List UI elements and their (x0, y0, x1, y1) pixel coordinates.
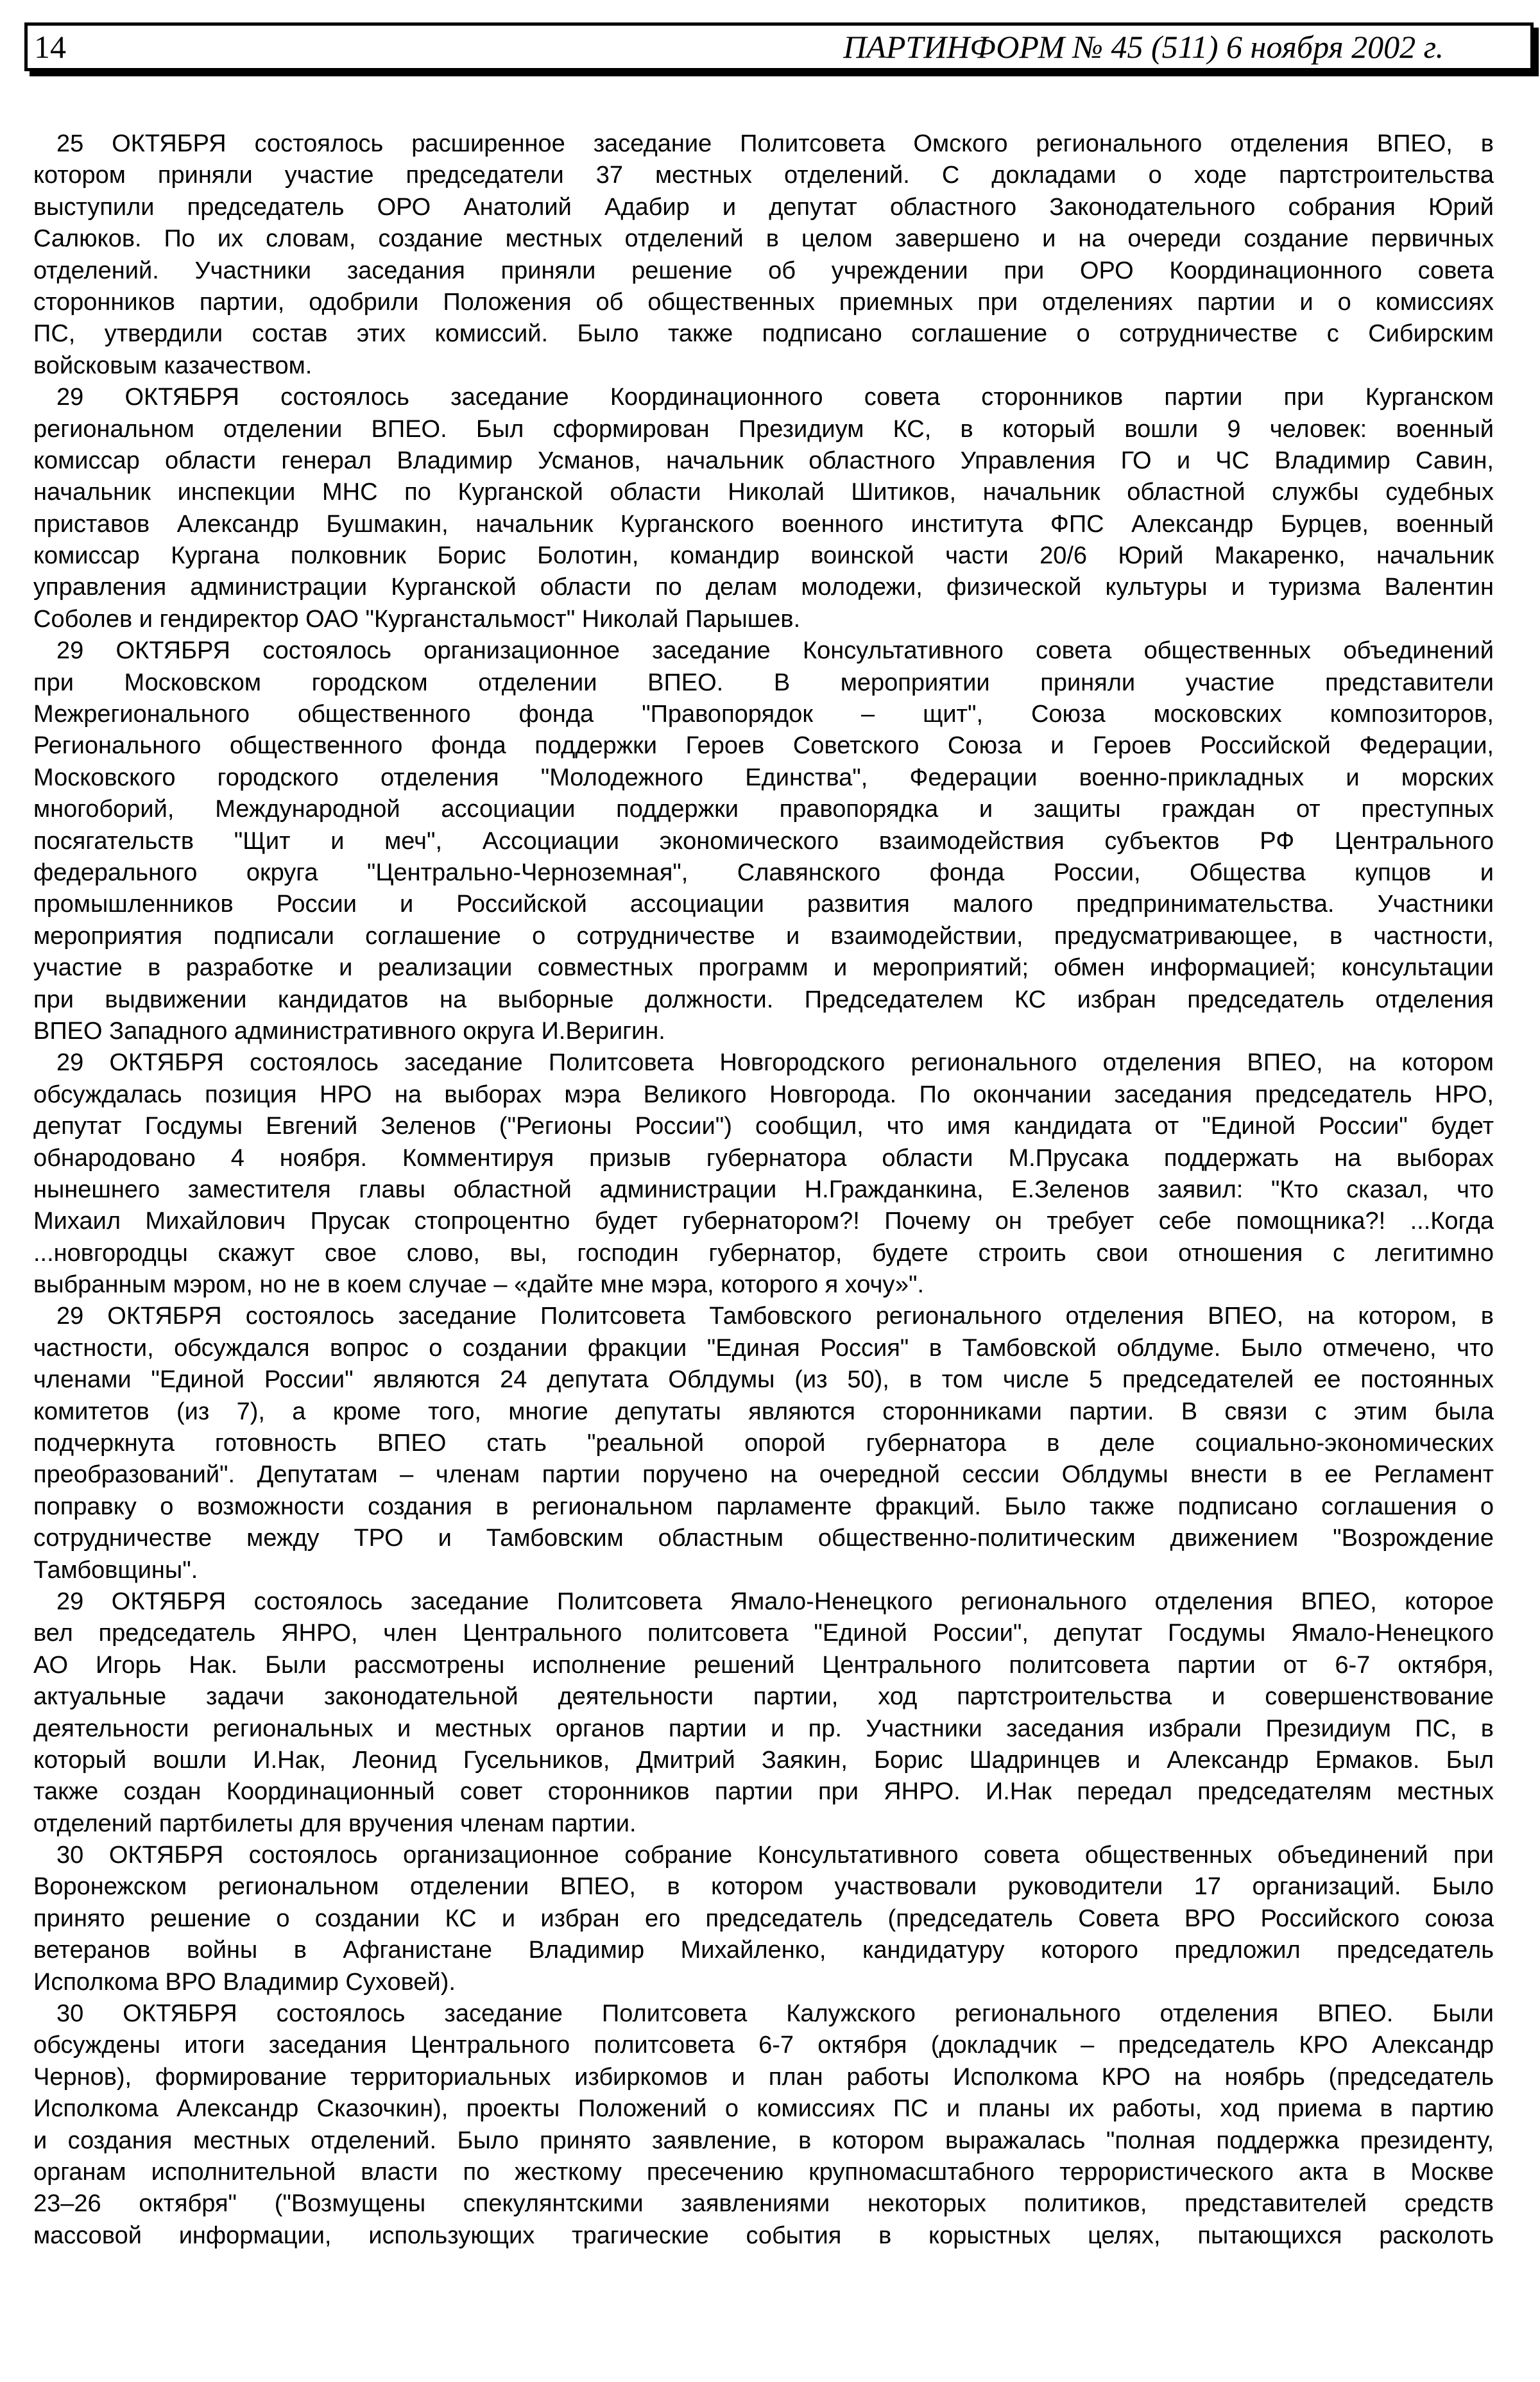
text-line: комиссар области генерал Владимир Усманов, начальник областного Управления ГО и ЧС Владимир Савин, (33, 447, 1494, 474)
text-line: ветеранов войны в Афганистане Владимир Михайленко, кандидатуру которого предложил председатель (33, 1937, 1494, 1964)
text-line: управления администрации Курганской области по делам молодежи, физической культуры и туризма Валентин (33, 574, 1494, 601)
text-line: массовой информации, использующих трагические события в корыстных целях, пытающихся расколоть (33, 2222, 1494, 2249)
text-line: при выдвижении кандидатов на выборные должности. Председателем КС избран председатель отделения (33, 986, 1494, 1013)
news-paragraph (33, 1047, 1494, 1301)
text-line: обсуждалась позиция НРО на выборах мэра Великого Новгорода. По окончании заседания председатель НРО, (33, 1081, 1494, 1108)
text-line: котором приняли участие председатели 37 местных отделений. С докладами о ходе партстроительства (33, 162, 1494, 189)
text-line: войсковым казачеством. (33, 352, 312, 379)
text-line: поправку о возможности создания в региональном парламенте фракций. Было также подписано соглашения о (33, 1493, 1494, 1520)
text-line: актуальные задачи законодательной деятельности партии, ход партстроительства и совершенствование (33, 1683, 1494, 1711)
text-line: принято решение о создании КС и избран его председатель (председатель Совета ВРО Российского союза (33, 1905, 1494, 1932)
text-line: комитетов (из 7), а кроме того, многие депутаты являются сторонниками партии. В связи с этим была (33, 1398, 1494, 1425)
text-line: и создания местных отделений. Было принято заявление, в котором выражалась "полная поддержка президенту, (33, 2127, 1494, 2154)
page-header (24, 22, 1534, 71)
text-line: Исполкома ВРО Владимир Суховей). (33, 1968, 456, 1996)
page-number: 14 (34, 29, 66, 65)
news-paragraph (33, 382, 1494, 635)
text-line: 30 ОКТЯБРЯ состоялось заседание Политсовета Калужского регионального отделения ВПЕО. Были (56, 2000, 1494, 2028)
text-line: Регионального общественного фонда поддержки Героев Советского Союза и Героев Российской Федерации, (33, 732, 1494, 760)
text-line: сотрудничестве между ТРО и Тамбовским областным общественно-политическим движением "Возрождение (33, 1525, 1494, 1552)
text-line: 29 ОКТЯБРЯ состоялось заседание Политсовета Ямало-Ненецкого регионального отделения ВПЕО, которое (56, 1588, 1494, 1615)
text-line: посягательств "Щит и меч", Ассоциации экономического взаимодействия субъектов РФ Центрального (33, 827, 1494, 855)
text-line: ...новгородцы скажут свое слово, вы, господин губернатор, будете строить свои отношения с легитимно (33, 1239, 1494, 1267)
text-line: приставов Александр Бушмакин, начальник Курганского военного института ФПС Александр Бурцев, военный (33, 510, 1494, 538)
text-line: Московского городского отделения "Молодежного Единства", Федерации военно-прикладных и морских (33, 764, 1494, 791)
news-paragraph (33, 1586, 1494, 1840)
text-line: вел председатель ЯНРО, член Центрального политсовета "Единой России", депутат Госдумы Ямало-Ненецкого (33, 1620, 1494, 1647)
news-paragraph (33, 1301, 1494, 1586)
text-line: 29 ОКТЯБРЯ состоялось заседание Координационного совета сторонников партии при Курганском (56, 384, 1494, 411)
text-line: выбранным мэром, но не в коем случае – «дайте мне мэра, которого я хочу»". (33, 1271, 925, 1299)
news-paragraph (33, 635, 1494, 1047)
text-line: обсуждены итоги заседания Центрального политсовета 6-7 октября (докладчик – председатель КРО Александр (33, 2032, 1494, 2059)
text-line: отделений партбилеты для вручения членам партии. (33, 1810, 637, 1837)
text-line: начальник инспекции МНС по Курганской области Николай Шитиков, начальник областной службы судебных (33, 479, 1494, 506)
text-line: 29 ОКТЯБРЯ состоялось заседание Политсовета Тамбовского регионального отделения ВПЕО, на котором, в (56, 1303, 1494, 1330)
text-line: Тамбовщины". (33, 1556, 198, 1584)
text-line: Межрегионального общественного фонда "Правопорядок – щит", Союза московских композиторов, (33, 701, 1494, 728)
text-line: Исполкома Александр Сказочкин), проекты Положений о комиссиях ПС и планы их работы, ход приема в партию (33, 2095, 1494, 2123)
text-line: 23–26 октября" ("Возмущены спекулянтскими заявлениями некоторых политиков, представителей средств (33, 2190, 1494, 2218)
text-line: Воронежском региональном отделении ВПЕО, в котором участвовали руководители 17 организаций. Было (33, 1873, 1494, 1901)
text-line: также создан Координационный совет сторонников партии при ЯНРО. И.Нак передал председателям местных (33, 1778, 1494, 1806)
text-line: комиссар Кургана полковник Борис Болотин, командир воинской части 20/6 Юрий Макаренко, начальник (33, 542, 1494, 570)
text-line: при Московском городском отделении ВПЕО. В мероприятии приняли участие представители (33, 669, 1494, 696)
text-line: многоборий, Международной ассоциации поддержки правопорядка и защиты граждан от преступных (33, 796, 1494, 823)
news-paragraph (33, 1840, 1494, 1998)
text-line: мероприятия подписали соглашение о сотрудничестве и взаимодействии, предусматривающее, в частности, (33, 922, 1494, 950)
text-line: подчеркнута готовность ВПЕО стать "реальной опорой губернатора в деле социально-экономических (33, 1430, 1494, 1457)
text-line: ПС, утвердили состав этих комиссий. Было также подписано соглашение о сотрудничестве с Сибирским (33, 320, 1494, 348)
news-paragraph (33, 128, 1494, 382)
text-line: 29 ОКТЯБРЯ состоялось заседание Политсовета Новгородского регионального отделения ВПЕО, на котором (56, 1049, 1494, 1077)
text-line: депутат Госдумы Евгений Зеленов ("Регионы России") сообщил, что имя кандидата от "Единой России" будет (33, 1113, 1494, 1140)
text-line: отделений. Участники заседания приняли решение об учреждении при ОРО Координационного совета (33, 257, 1494, 284)
text-line: деятельности региональных и местных органов партии и пр. Участники заседания избрали Президиум ПС, в (33, 1715, 1494, 1742)
text-line: 25 ОКТЯБРЯ состоялось расширенное заседание Политсовета Омского регионального отделения ВПЕО, в (56, 130, 1494, 157)
text-line: выступили председатель ОРО Анатолий Адабир и депутат областного Законодательного собрания Юрий (33, 193, 1494, 221)
text-line: частности, обсуждался вопрос о создании фракции "Единая Россия" в Тамбовской облдуме. Было отмечено, что (33, 1334, 1494, 1362)
article-body (33, 128, 1494, 2252)
text-line: преобразований". Депутатам – членам партии поручено на очередной сессии Облдумы внести в ее Регламент (33, 1461, 1494, 1489)
text-line: участие в разработке и реализации совместных программ и мероприятий; обмен информацией; консультации (33, 954, 1494, 982)
text-line: который вошли И.Нак, Леонид Гусельников, Дмитрий Заякин, Борис Шадринцев и Александр Ермаков. Был (33, 1746, 1494, 1774)
text-line: 29 ОКТЯБРЯ состоялось организационное заседание Консультативного совета общественных объединений (56, 637, 1494, 665)
text-line: региональном отделении ВПЕО. Был сформирован Президиум КС, в который вошли 9 человек: военный (33, 415, 1494, 443)
text-line: обнародовано 4 ноября. Комментируя призыв губернатора области М.Прусака поддержать на выборах (33, 1144, 1494, 1172)
text-line: нынешнего заместителя главы областной администрации Н.Гражданкина, Е.Зеленов заявил: "Кто сказал, что (33, 1176, 1494, 1203)
text-line: Салюков. По их словам, создание местных отделений в целом завершено и на очереди создание первичных (33, 225, 1494, 253)
text-line: членами "Единой России" являются 24 депутата Облдумы (из 50), в том числе 5 председателей ее постоянных (33, 1366, 1494, 1394)
text-line: АО Игорь Нак. Были рассмотрены исполнение решений Центрального политсовета партии от 6-7 октября, (33, 1651, 1494, 1679)
text-line: промышленников России и Российской ассоциации развития малого предпринимательства. Участники (33, 891, 1494, 918)
issue-title: ПАРТИНФОРМ № 45 (511) 6 ноября 2002 г. (843, 29, 1444, 65)
news-paragraph (33, 1998, 1494, 2252)
text-line: Чернов), формирование территориальных избиркомов и план работы Исполкома КРО на ноябрь (председатель (33, 2063, 1494, 2091)
text-line: ВПЕО Западного административного округа И.Веригин. (33, 1017, 665, 1045)
text-line: федерального округа "Центрально-Черноземная", Славянского фонда России, Общества купцов и (33, 859, 1494, 886)
text-line: сторонников партии, одобрили Положения об общественных приемных при отделениях партии и о комиссиях (33, 288, 1494, 316)
text-line: 30 ОКТЯБРЯ состоялось организационное собрание Консультативного совета общественных объединений при (56, 1842, 1494, 1869)
text-line: органам исполнительной власти по жесткому пресечению крупномасштабного террористического акта в Москве (33, 2159, 1494, 2186)
text-line: Соболев и гендиректор ОАО "Курганстальмост" Николай Парышев. (33, 605, 801, 633)
text-line: Михаил Михайлович Прусак стопроцентно будет губернатором?! Почему он требует себе помощника?! ...Когда (33, 1208, 1494, 1235)
